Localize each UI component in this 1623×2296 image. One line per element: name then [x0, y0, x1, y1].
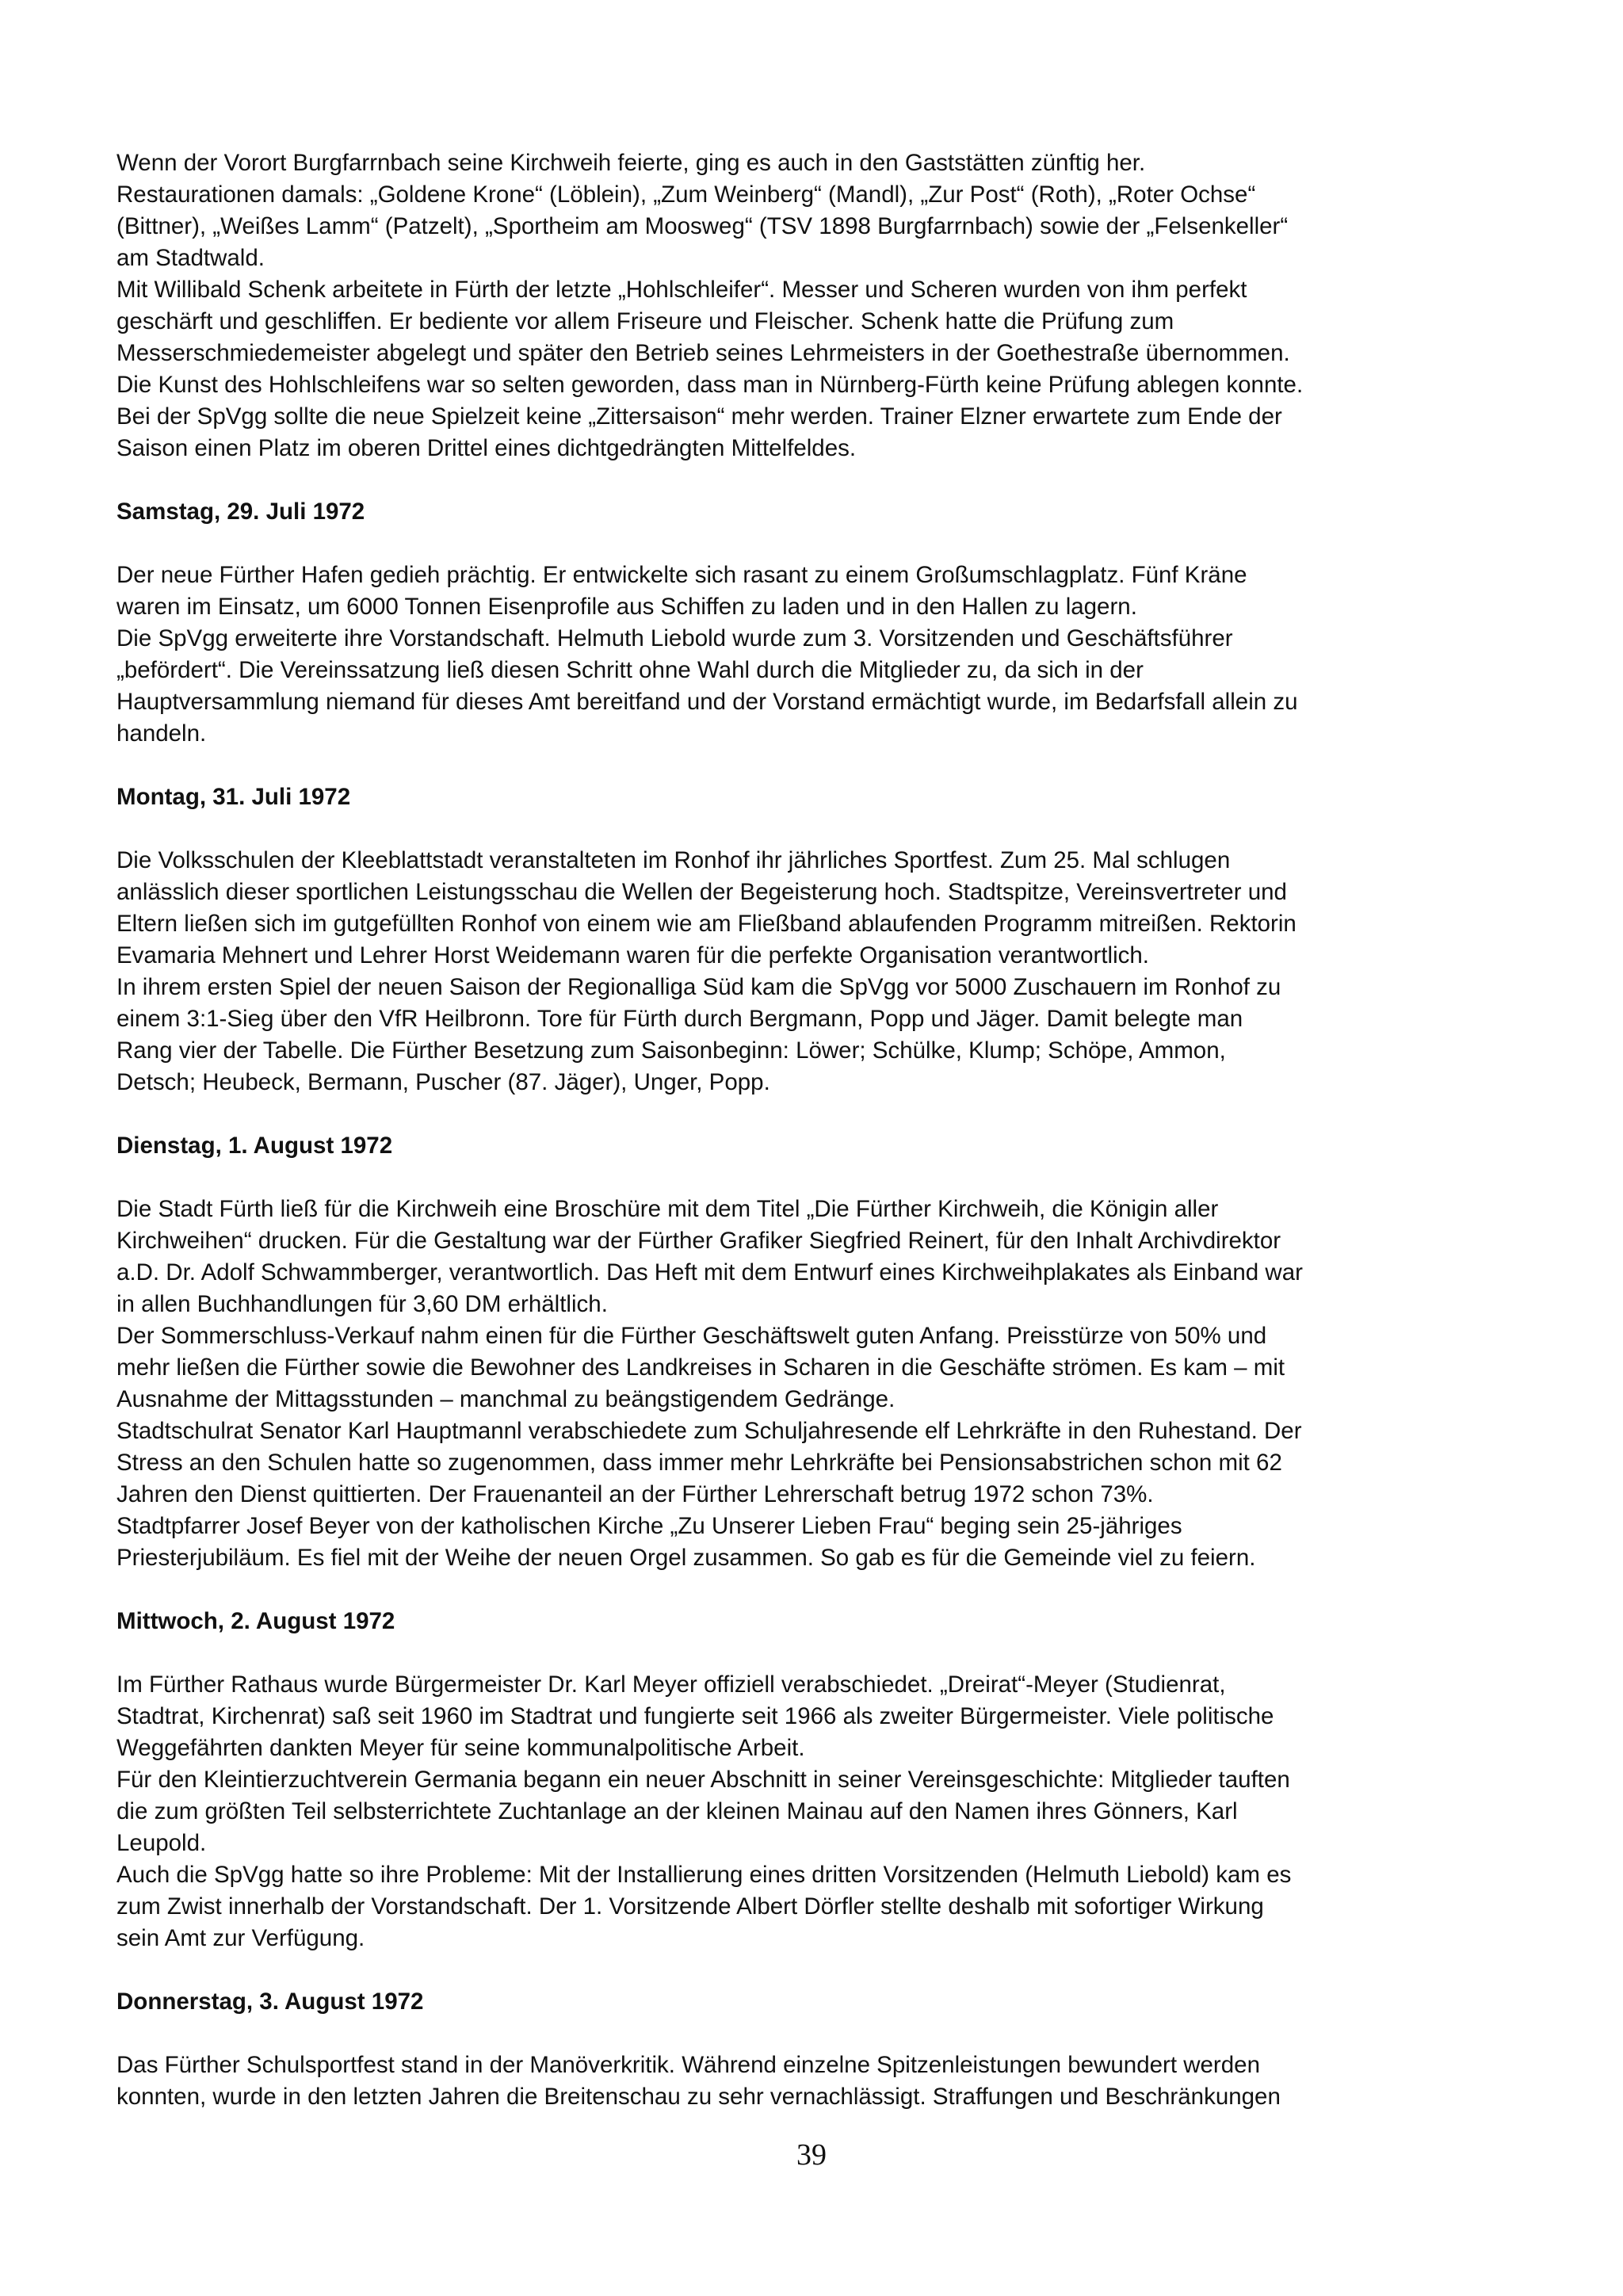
section-paragraph: Die Stadt Fürth ließ für die Kirchweih eine Broschüre mit dem Titel „Die Fürther Kirchweih, die Königin aller Kirchweihen“ drucken. Für die Gestaltung war der Fürther Grafiker Siegfried Reinert, für den Inhalt Archivdirektor a.D. Dr. Adolf Schwammberger, verantwortlich. Das Heft mit dem Entwurf eines Kirchweihplakates als Einband war in allen Buchhandlungen für 3,60 DM erhältlich.: [116, 1196, 1303, 1317]
section-dienstag-1-august: [116, 1130, 1511, 1574]
intro-paragraph: Mit Willibald Schenk arbeitete in Fürth der letzte „Hohlschleifer“. Messer und Scheren wurden von ihm perfekt geschärft und geschliffen. Er bediente vor allem Friseure und Fleischer. Schenk hatte die Prüfung zum Messerschmiedemeister abgelegt und später den Betrieb seines Lehrmeisters in der Goethestraße übernommen. Die Kunst des Hohlschleifens war so selten geworden, dass man in Nürnberg-Fürth keine Prüfung ablegen konnte.: [116, 277, 1304, 398]
section-heading: Donnerstag, 3. August 1972: [116, 1988, 424, 2015]
section-paragraph: In ihrem ersten Spiel der neuen Saison der Regionalliga Süd kam die SpVgg vor 5000 Zuschauern im Ronhof zu einem 3:1-Sieg über den VfR Heilbronn. Tore für Fürth durch Bergmann, Popp und Jäger. Damit belegte man Rang vier der Tabelle. Die Fürther Besetzung zum Saisonbeginn: Löwer; Schülke, Klump; Schöpe, Ammon, Detsch; Heubeck, Bermann, Puscher (87. Jäger), Unger, Popp.: [116, 974, 1281, 1095]
section-paragraph: Auch die SpVgg hatte so ihre Probleme: Mit der Installierung eines dritten Vorsitzenden (Helmuth Liebold) kam es zum Zwist innerhalb der Vorstandschaft. Der 1. Vorsitzende Albert Dörfler stellte deshalb mit sofortiger Wirkung sein Amt zur Verfügung.: [116, 1862, 1292, 1951]
section-paragraph: Der neue Fürther Hafen gedieh prächtig. Er entwickelte sich rasant zu einem Großumschlagplatz. Fünf Kräne waren im Einsatz, um 6000 Tonnen Eisenprofile aus Schiffen zu laden und in den Hallen zu lagern.: [116, 562, 1247, 620]
page-number: 39: [796, 2138, 827, 2172]
section-donnerstag-3-august: [116, 1986, 1511, 2113]
section-paragraph: Die SpVgg erweiterte ihre Vorstandschaft. Helmuth Liebold wurde zum 3. Vorsitzenden und Geschäftsführer „befördert“. Die Vereinssatzung ließ diesen Schritt ohne Wahl durch die Mitglieder zu, da sich in der Hauptversammlung niemand für dieses Amt bereitfand und der Vorstand ermächtigt wurde, im Bedarfsfall allein zu handeln.: [116, 625, 1298, 747]
section-heading: Montag, 31. Juli 1972: [116, 784, 351, 810]
section-paragraph: Stadtschulrat Senator Karl Hauptmannl verabschiedete zum Schuljahresende elf Lehrkräfte in den Ruhestand. Der Stress an den Schulen hatte so zugenommen, dass immer mehr Lehrkräfte bei Pensionsabstrichen schon mit 62 Jahren den Dienst quittierten. Der Frauenanteil an der Fürther Lehrerschaft betrug 1972 schon 73%.: [116, 1418, 1302, 1507]
section-paragraph: Für den Kleintierzuchtverein Germania begann ein neuer Abschnitt in seiner Vereinsgeschichte: Mitglieder tauften die zum größten Teil selbsterrichtete Zuchtanlage an der kleinen Mainau auf den Namen ihres Gönners, Karl Leupold.: [116, 1767, 1290, 1856]
section-montag-31-juli: [116, 781, 1511, 1098]
intro-paragraph: Bei der SpVgg sollte die neue Spielzeit keine „Zittersaison“ mehr werden. Trainer Elzner erwartete zum Ende der Saison einen Platz im oberen Drittel eines dichtgedrängten Mittelfeldes.: [116, 403, 1282, 461]
section-samstag-29-juli: [116, 496, 1511, 750]
document-page: [116, 147, 1511, 2113]
section-paragraph: Der Sommerschluss-Verkauf nahm einen für die Fürther Geschäftswelt guten Anfang. Preisstürze von 50% und mehr ließen die Fürther sowie die Bewohner des Landkreises in Scharen in die Geschäfte strömen. Es kam – mit Ausnahme der Mittagsstunden – manchmal zu beängstigendem Gedränge.: [116, 1323, 1285, 1412]
intro-paragraph: Wenn der Vorort Burgfarrnbach seine Kirchweih feierte, ging es auch in den Gaststätten zünftig her. Restaurationen damals: „Goldene Krone“ (Löblein), „Zum Weinberg“ (Mandl), „Zur Post“ (Roth), „Roter Ochse“ (Bittner), „Weißes Lamm“ (Patzelt), „Sportheim am Moosweg“ (TSV 1898 Burgfarrnbach) sowie der „Felsenkeller“ am Stadtwald.: [116, 150, 1289, 271]
section-paragraph: Das Fürther Schulsportfest stand in der Manöverkritik. Während einzelne Spitzenleistungen bewundert werden konnten, wurde in den letzten Jahren die Breitenschau zu sehr vernachlässigt. Straffungen und Beschränkungen: [116, 2052, 1281, 2110]
section-paragraph: Die Volksschulen der Kleeblattstadt veranstalteten im Ronhof ihr jährliches Sportfest. Zum 25. Mal schlugen anlässlich dieser sportlichen Leistungsschau die Wellen der Begeisterung hoch. Stadtspitze, Vereinsvertreter und Eltern ließen sich im gutgefüllten Ronhof von einem wie am Fließband ablaufenden Programm mitreißen. Rektorin Evamaria Mehnert und Lehrer Horst Weidemann waren für die perfekte Organisation verantwortlich.: [116, 847, 1296, 968]
intro-block: [116, 147, 1511, 464]
section-paragraph: Im Fürther Rathaus wurde Bürgermeister Dr. Karl Meyer offiziell verabschiedet. „Dreirat“-Meyer (Studienrat, Stadtrat, Kirchenrat) saß seit 1960 im Stadtrat und fungierte seit 1966 als zweiter Bürgermeister. Viele politische Weggefährten dankten Meyer für seine kommunalpolitische Arbeit.: [116, 1671, 1274, 1761]
section-heading: Samstag, 29. Juli 1972: [116, 499, 365, 525]
section-mittwoch-2-august: [116, 1606, 1511, 1954]
section-paragraph: Stadtpfarrer Josef Beyer von der katholischen Kirche „Zu Unserer Lieben Frau“ beging sein 25-jähriges Priesterjubiläum. Es fiel mit der Weihe der neuen Orgel zusammen. So gab es für die Gemeinde viel zu feiern.: [116, 1513, 1256, 1571]
section-heading: Dienstag, 1. August 1972: [116, 1133, 393, 1159]
section-heading: Mittwoch, 2. August 1972: [116, 1608, 395, 1634]
